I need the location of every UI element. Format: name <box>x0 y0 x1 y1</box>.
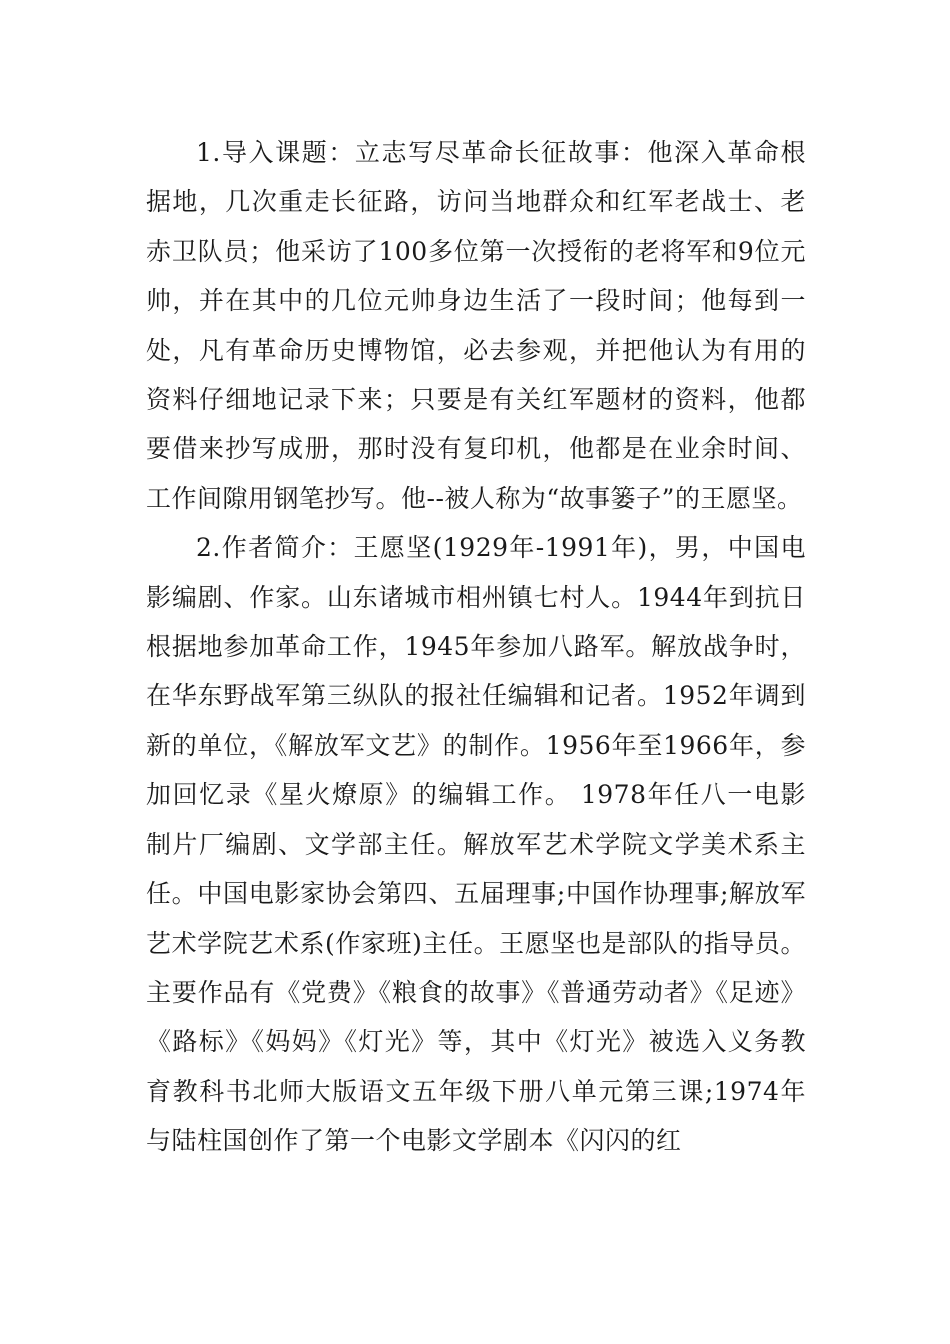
document-body <box>146 128 806 1166</box>
paragraph-intro: 1.导入课题：立志写尽革命长征故事：他深入革命根据地，几次重走长征路，访问当地群众和红军老战士、老赤卫队员；他采访了100多位第一次授衔的老将军和9位元帅，并在其中的几位元帅身边生活了一段时间；他每到一处，凡有革命历史博物馆，必去参观，并把他认为有用的资料仔细地记录下来；只要是有关红军题材的资料，他都要借来抄写成册，那时没有复印机，他都是在业余时间、工作间隙用钢笔抄写。他--被人称为“故事篓子”的王愿坚。 <box>146 138 806 513</box>
paragraph-author-bio: 2.作者简介：王愿坚(1929年-1991年)，男，中国电影编剧、作家。山东诸城市相州镇七村人。1944年到抗日根据地参加革命工作，1945年参加八路军。解放战争时，在华东野战军第三纵队的报社任编辑和记者。1952年调到新的单位，《解放军文艺》的制作。1956年至1966年，参加回忆录《星火燎原》的编辑工作。 1978年任八一电影制片厂编剧、文学部主任。解放军艺术学院文学美术系主任。中国电影家协会第四、五届理事;中国作协理事;解放军艺术学院艺术系(作家班)主任。王愿坚也是部队的指导员。主要作品有《党费》《粮食的故事》《普通劳动者》《足迹》《路标》《妈妈》《灯光》等，其中《灯光》被选入义务教育教科书北师大版语文五年级下册八单元第三课;1974年与陆柱国创作了第一个电影文学剧本《闪闪的红 <box>146 533 806 1156</box>
